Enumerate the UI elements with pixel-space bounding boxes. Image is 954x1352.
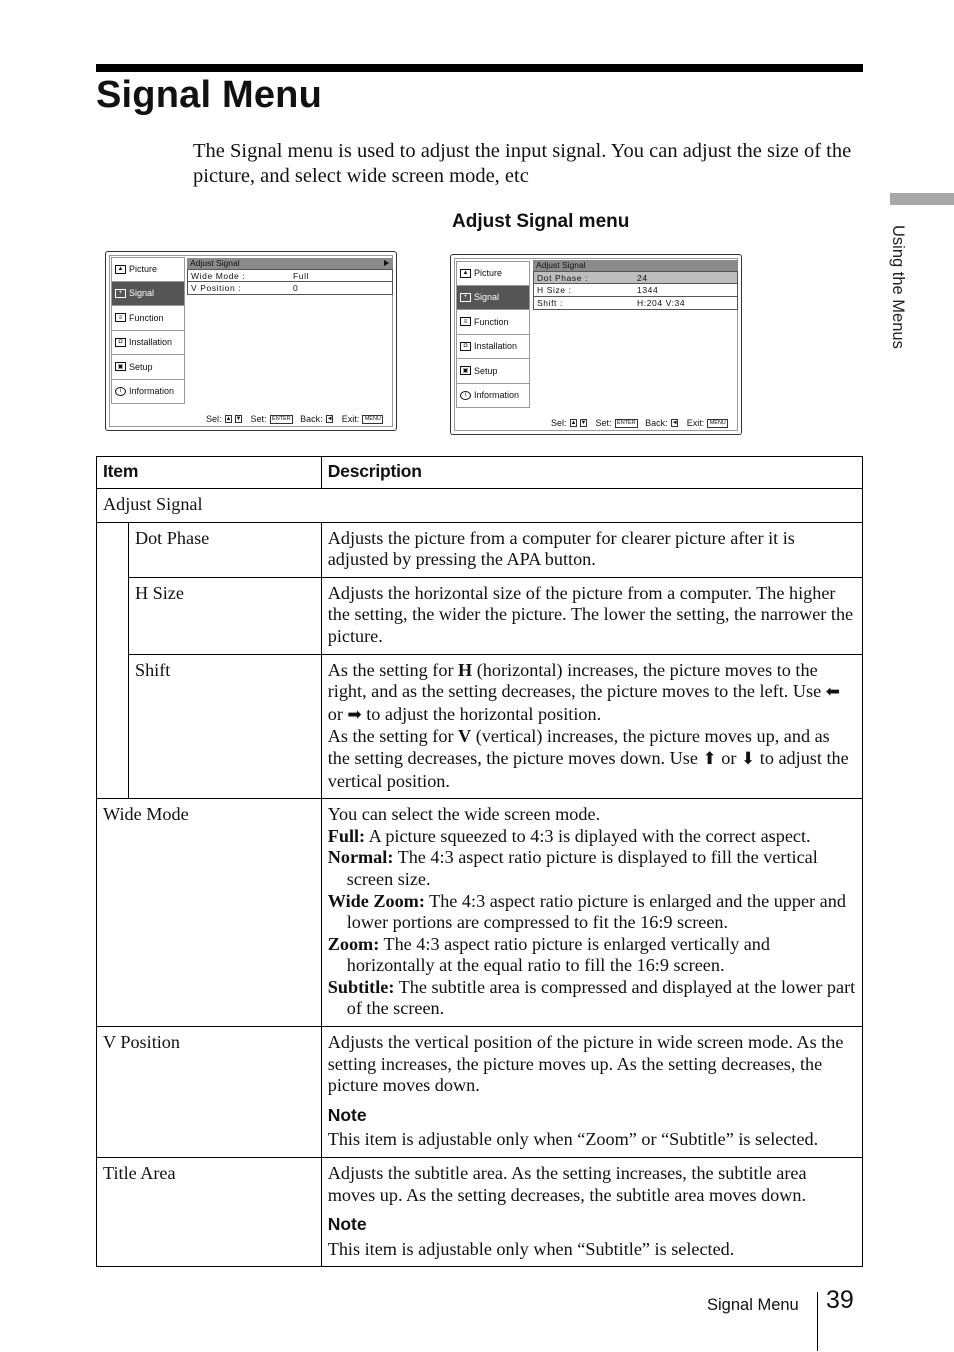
item-dot-phase: Dot Phase	[128, 522, 321, 577]
wide-mode-option: Full: A picture squeezed to 4:3 is diplayed with the correct aspect.	[327, 825, 811, 846]
osd-row-wide-mode[interactable]: Wide Mode : Full	[187, 269, 393, 282]
table-row-title-area	[97, 1158, 863, 1267]
item-h-size: H Size	[128, 577, 321, 654]
osd-tab-signal[interactable]: + Signal	[456, 286, 530, 311]
osd-footer-hints: Sel: ▲ ▼ Set: ENTER Back: ◄ Exit: MENU	[551, 418, 728, 428]
osd-tab-installation[interactable]: ◘ Installation	[111, 331, 185, 356]
page-number: 39	[826, 1286, 854, 1314]
desc-dot-phase: Adjusts the picture from a computer for clearer picture after it is adjusted by pressing the APA button.	[321, 522, 862, 577]
desc-title-area: Adjusts the subtitle area. As the setting increases, the subtitle area moves up. As the setting decreases, the subtitle area moves down. Note This item is adjustable only when “Subtitle” is selected.	[321, 1158, 862, 1267]
page-title: Signal Menu	[96, 74, 322, 116]
note-text: This item is adjustable only when “Subtitle” is selected.	[327, 1238, 735, 1259]
section-tab-marker	[890, 193, 954, 205]
enter-key-icon: ENTER	[615, 419, 639, 428]
down-arrow-icon: ⬇	[740, 748, 756, 769]
table-row-wide-mode	[97, 799, 863, 1027]
signal-menu-items-table	[96, 456, 863, 1267]
left-arrow-key-icon: ◄	[671, 420, 678, 426]
osd-row-shift[interactable]: Shift : H:204 V:34	[533, 297, 738, 310]
signal-icon: +	[115, 289, 126, 298]
down-arrow-key-icon: ▼	[235, 416, 242, 422]
osd-tab-setup[interactable]: ▣ Setup	[111, 355, 185, 380]
osd-tab-picture[interactable]: ▲ Picture	[456, 261, 530, 286]
osd-tab-picture[interactable]: ▲ Picture	[111, 257, 185, 282]
menu-key-icon: MENU	[362, 415, 383, 424]
desc-wide-mode: You can select the wide screen mode. Full: A picture squeezed to 4:3 is diplayed with the correct aspect. Normal: The 4:3 aspect ratio picture is displayed to fill the vertical screen size. Wide Zoom: The 4:3 aspect ratio picture is enlarged and the upper and lower portions are compressed to fit the 16:9 screen. Zoom: The 4:3 aspect ratio picture is enlarged vertically and horizontally at the equal ratio to fill the 16:9 screen. Subtitle: The subtitle area is compressed and displayed at the lower part of the screen.	[321, 799, 862, 1027]
table-row-v-position	[97, 1027, 863, 1158]
osd-screen-wide-mode	[105, 251, 397, 431]
setup-icon: ▣	[115, 362, 126, 371]
item-title-area: Title Area	[97, 1158, 322, 1267]
picture-icon: ▲	[115, 265, 126, 274]
table-row-dot-phase	[97, 522, 863, 577]
item-shift: Shift	[128, 654, 321, 799]
osd-adjust-panel	[533, 260, 738, 310]
note-heading: Note	[327, 1104, 367, 1125]
note-text: This item is adjustable only when “Zoom” or “Subtitle” is selected.	[327, 1129, 819, 1150]
osd-tab-function[interactable]: ≡ Function	[111, 306, 185, 331]
osd-menu-tabs	[111, 257, 185, 404]
note-heading: Note	[327, 1214, 367, 1235]
title-rule	[96, 64, 863, 72]
wide-mode-option: Wide Zoom: The 4:3 aspect ratio picture is enlarged and the upper and lower portions are compressed to fit the 16:9 screen.	[327, 890, 846, 933]
figure-heading: Adjust Signal menu	[452, 211, 630, 232]
enter-key-icon: ENTER	[270, 415, 294, 424]
adjust-signal-group-label: Adjust Signal	[97, 489, 863, 523]
footer-section-label: Signal Menu	[707, 1296, 799, 1314]
desc-v-position: Adjusts the vertical position of the picture in wide screen mode. As the setting increases, the picture moves up. As the setting decreases, the picture moves down. Note This item is adjustable only when “Zoom” or “Subtitle” is selected.	[321, 1027, 862, 1158]
wide-mode-option: Subtitle: The subtitle area is compressed and displayed at the lower part of the screen.	[327, 976, 856, 1019]
down-arrow-key-icon: ▼	[580, 420, 587, 426]
table-row-adjust-signal	[97, 489, 863, 523]
osd-menu-tabs	[456, 261, 530, 408]
menu-key-icon: MENU	[707, 419, 728, 428]
osd-row-v-position[interactable]: V Position : 0	[187, 282, 393, 295]
osd-row-h-size[interactable]: H Size : 1344	[533, 284, 738, 297]
osd-adjust-panel	[187, 258, 393, 295]
osd-panel-header: Adjust Signal	[533, 260, 738, 271]
desc-shift: As the setting for H (horizontal) increases, the picture moves to the right, and as the setting decreases, the picture moves to the left. Use ⬅ or ➡ to adjust the horizontal position. As the setting for V (vertical) increases, the picture moves up, and as the setting decreases, the picture moves down. Use ⬆ or ⬇ to adjust the vertical position.	[321, 654, 862, 799]
table-row-shift	[97, 654, 863, 799]
osd-panel-header: Adjust Signal	[187, 258, 393, 269]
section-side-label: Using the Menus	[889, 225, 907, 349]
table-row-h-size	[97, 577, 863, 654]
osd-row-dot-phase[interactable]: Dot Phase : 24	[533, 271, 738, 284]
installation-icon: ◘	[460, 342, 471, 351]
osd-screen-dot-phase	[450, 254, 742, 435]
osd-tab-information[interactable]: i Information	[111, 380, 185, 405]
submenu-arrow-icon	[384, 260, 389, 266]
up-arrow-key-icon: ▲	[225, 416, 232, 422]
osd-footer-hints: Sel: ▲ ▼ Set: ENTER Back: ◄ Exit: MENU	[206, 414, 383, 424]
setup-icon: ▣	[460, 366, 471, 375]
installation-icon: ◘	[115, 338, 126, 347]
wide-mode-option: Zoom: The 4:3 aspect ratio picture is enlarged vertically and horizontally at the equal ratio to fill the 16:9 screen.	[327, 933, 770, 976]
item-v-position: V Position	[97, 1027, 322, 1158]
signal-icon: +	[460, 293, 471, 302]
footer-divider	[817, 1292, 818, 1351]
table-header-row	[97, 457, 863, 489]
item-column-header: Item	[97, 457, 322, 489]
right-arrow-icon: ➡	[347, 704, 362, 725]
osd-tab-installation[interactable]: ◘ Installation	[456, 335, 530, 360]
indent-spacer	[97, 522, 129, 799]
function-icon: ≡	[460, 317, 471, 326]
desc-h-size: Adjusts the horizontal size of the picture from a computer. The higher the setting, the wider the picture. The lower the setting, the narrower the picture.	[321, 577, 862, 654]
wide-mode-option: Normal: The 4:3 aspect ratio picture is displayed to fill the vertical screen size.	[327, 847, 818, 889]
description-column-header: Description	[321, 457, 862, 489]
osd-tab-setup[interactable]: ▣ Setup	[456, 359, 530, 384]
picture-icon: ▲	[460, 269, 471, 278]
information-icon: i	[460, 391, 471, 400]
osd-tab-information[interactable]: i Information	[456, 384, 530, 409]
left-arrow-key-icon: ◄	[326, 416, 333, 422]
item-wide-mode: Wide Mode	[97, 799, 322, 1027]
osd-tab-function[interactable]: ≡ Function	[456, 310, 530, 335]
osd-tab-signal[interactable]: + Signal	[111, 282, 185, 307]
up-arrow-icon: ⬆	[702, 748, 717, 769]
left-arrow-icon: ⬅	[825, 682, 840, 703]
function-icon: ≡	[115, 313, 126, 322]
intro-paragraph: The Signal menu is used to adjust the input signal. You can adjust the size of the picture, and select wide screen mode, etc	[193, 140, 852, 187]
up-arrow-key-icon: ▲	[570, 420, 577, 426]
information-icon: i	[115, 387, 126, 396]
